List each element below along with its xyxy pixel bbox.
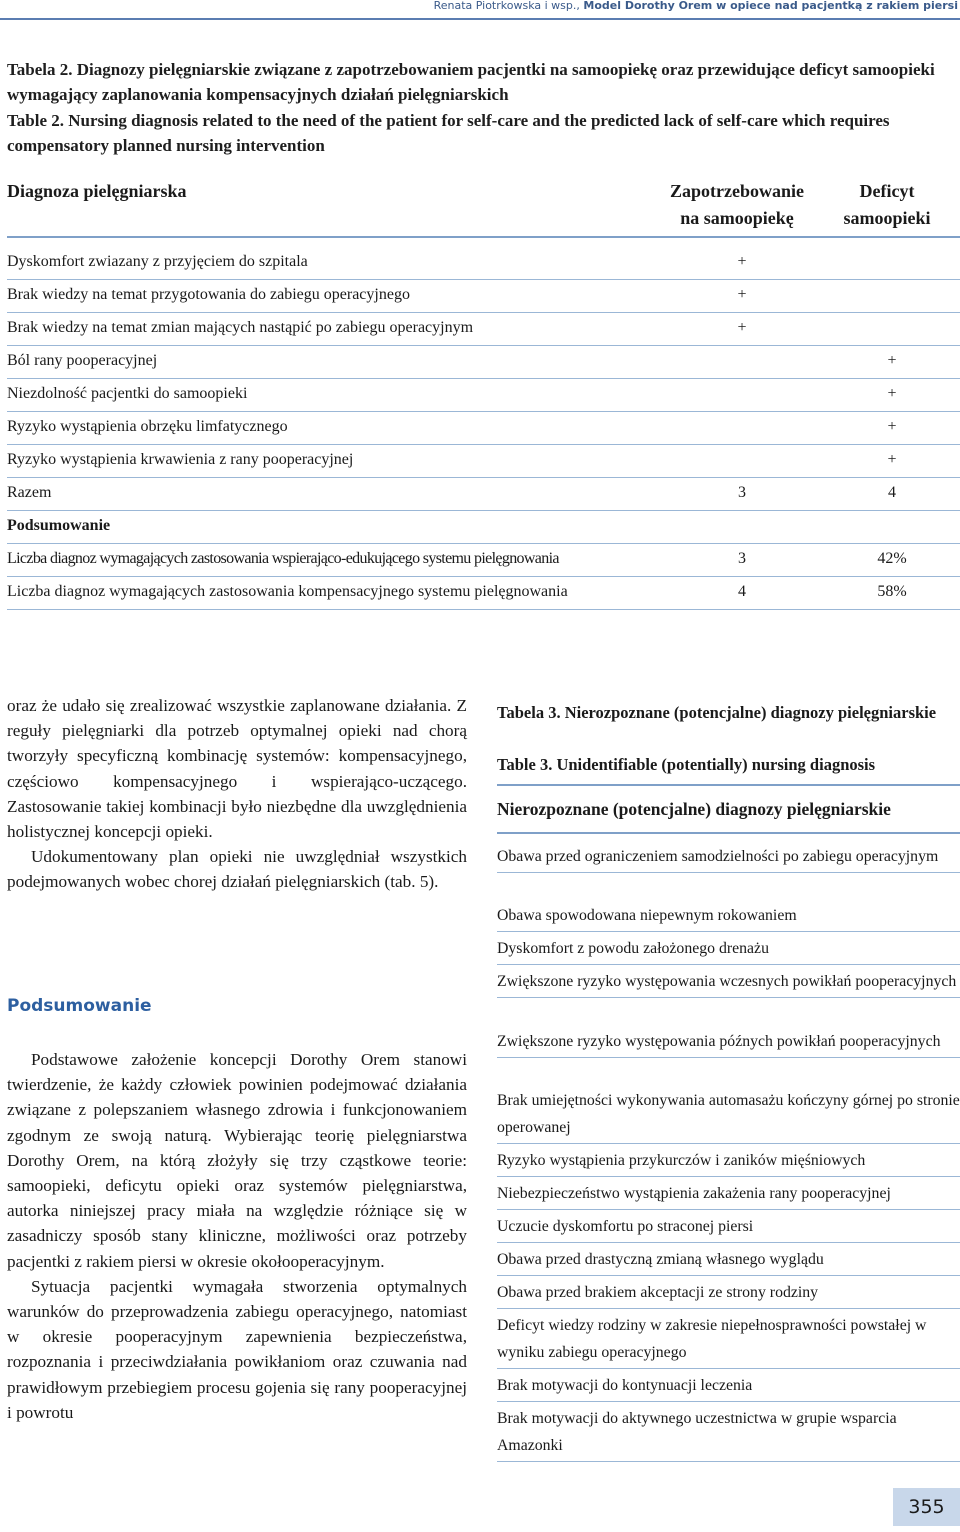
table-row-summary-heading (7, 511, 960, 544)
table-row (7, 247, 960, 280)
table2-caption-en: Table 2. Nursing diagnosis related to the need of the patient for self-care and the predicted lack of self-care which requires compensatory planned nursing intervention (7, 111, 890, 155)
table-row: Niebezpieczeństwo wystąpienia zakażenia rany pooperacyjnej (497, 1177, 960, 1210)
table-cell-diagnosis: Ból rany pooperacyjnej (7, 352, 158, 369)
paragraph: Podstawowe założenie koncepcji Dorothy Orem stanowi twierdzenie, że każdy człowiek powinien podejmować działania związane z polepszaniem własnego zdrowia i funkcjonowaniem zgodnym ze swoją naturą. Wybierając teorię pielęgniarstwa Dorothy Orem, na którą złożyły się trzy cząstkowe teorie: samoopieki, deficytu opieki oraz systemów pielęgniarstwa, autorka niniejszej pracy miała na względzie różniące się w zasadniczy sposób stany kliniczne, możliwości oraz potrzeby pacjentki z rakiem piersi w okresie okołooperacyjnym. (7, 1050, 467, 1271)
table-row: Brak motywacji do aktywnego uczestnictwa w grupie wsparcia Amazonki (497, 1402, 960, 1462)
table2-header-diagnosis: Diagnoza pielęgniarska (7, 181, 187, 201)
body-text-summary (7, 1047, 467, 1425)
table-row: Zwiększone ryzyko występowania wczesnych powikłań pooperacyjnych (497, 965, 960, 998)
section-title: Podsumowanie (7, 996, 152, 1016)
table-row: Brak umiejętności wykonywania automasażu kończyny górnej po stronie operowanej (497, 1084, 960, 1144)
table2-caption-pl: Tabela 2. Diagnozy pielęgniarskie związane z zapotrzebowaniem pacjentki na samoopiekę oraz przewidujące deficyt samoopieki wymagający zaplanowania kompensacyjnych działań pielęgniarskich (7, 60, 935, 104)
table3-caption-en: Table 3. Unidentifiable (potentially) nursing diagnosis (497, 755, 876, 774)
table-cell-diagnosis: Ryzyko wystąpienia obrzęku limfatycznego (7, 418, 288, 435)
table-row: Obawa spowodowana niepewnym rokowaniem (497, 899, 960, 932)
table-cell-deficit: + (887, 451, 897, 468)
table2-header-deficit-line2: samoopieki (843, 208, 931, 228)
table2-header-deficit-line1: Deficyt (859, 181, 915, 201)
table-row: Brak motywacji do kontynuacji leczenia (497, 1369, 960, 1402)
table2-header-need-line2: na samoopiekę (680, 208, 794, 228)
table-cell-diagnosis: Dyskomfort zwiazany z przyjęciem do szpitala (7, 253, 308, 270)
running-header-title: Model Dorothy Orem w opiece nad pacjentką z rakiem piersi (583, 0, 958, 12)
table2-header (7, 178, 957, 236)
table-cell-need: + (737, 319, 747, 336)
table-row: Deficyt wiedzy rodziny w zakresie niepełnosprawności powstałej w wyniku zabiegu operacyjnego (497, 1309, 960, 1369)
table2-header-rule (7, 236, 960, 238)
table3-caption-pl: Tabela 3. Nierozpoznane (potencjalne) diagnozy pielęgniarskie (497, 703, 937, 722)
table-row (7, 577, 960, 610)
table-row-total (7, 478, 960, 511)
table-row: Dyskomfort z powodu założonego drenażu (497, 932, 960, 965)
running-header (0, 0, 960, 14)
table-row: Ryzyko wystąpienia przykurczów i zaników mięśniowych (497, 1144, 960, 1177)
table-cell-need: 3 (738, 484, 746, 501)
table-row (7, 445, 960, 478)
table-row (7, 346, 960, 379)
table-cell-need: + (737, 286, 747, 303)
table-cell-deficit: + (887, 385, 897, 402)
page-number: 355 (893, 1488, 960, 1526)
table-cell-need: 3 (738, 550, 746, 567)
table-cell-need: 4 (738, 583, 746, 600)
table-cell-need: + (737, 253, 747, 270)
table-cell-diagnosis: Liczba diagnoz wymagających zastosowania wspierająco-edukującego systemu pielęgnowania (7, 550, 559, 567)
table2-header-need (657, 178, 817, 232)
table-row (7, 313, 960, 346)
table-cell-diagnosis: Liczba diagnoz wymagających zastosowania kompensacyjnego systemu pielęgnowania (7, 583, 568, 600)
table-cell-diagnosis: Brak wiedzy na temat zmian mających nastąpić po zabiegu operacyjnym (7, 319, 474, 336)
table-cell-diagnosis: Brak wiedzy na temat przygotowania do zabiegu operacyjnego (7, 286, 410, 303)
table-cell-deficit: + (887, 418, 897, 435)
table3-header: Nierozpoznane (potencjalne) diagnozy pielęgniarskie (497, 799, 891, 819)
paragraph: Udokumentowany plan opieki nie uwzględniał wszystkich podejmowanych wobec chorej działań pielęgniarskich (tab. 5). (7, 847, 467, 892)
running-header-authors: Renata Piotrkowska i wsp., (433, 0, 580, 12)
table-cell-diagnosis: Razem (7, 484, 52, 501)
table-cell-diagnosis: Niezdolność pacjentki do samoopieki (7, 385, 248, 402)
table-row (7, 280, 960, 313)
table-cell-deficit: + (887, 352, 897, 369)
table2-header-deficit (837, 178, 937, 232)
table-cell-deficit: 42% (877, 550, 907, 567)
header-divider (0, 18, 960, 20)
table3-header-rule (497, 832, 960, 834)
table-row: Zwiększone ryzyko występowania późnych powikłań pooperacyjnych (497, 1025, 960, 1058)
table-row (7, 379, 960, 412)
table-cell-diagnosis: Podsumowanie (7, 517, 111, 534)
body-text-left (7, 693, 467, 895)
table-cell-deficit: 4 (888, 484, 896, 501)
table-row (7, 412, 960, 445)
paragraph: oraz że udało się zrealizować wszystkie zaplanowane działania. Z reguły pielęgniarki dla potrzeb optymalnej opieki nad chorą tworzyły specyficzną kombinację systemów: kompensacyjnego, częściowo kompensacyjnego i wspierająco-uczącego. Zastosowanie takiej kombinacji było niezbędne dla uwzględnienia holistycznej koncepcji opieki. (7, 696, 467, 842)
paragraph: Sytuacja pacjentki wymagała stworzenia optymalnych warunków do przeprowadzenia zabiegu operacyjnego, natomiast w okresie pooperacyjnym zapewnienia bezpieczeństwa, rozpoznania i przeciwdziałania powikłaniom oraz czuwania nad prawidłowym przebiegiem procesu gojenia się rany pooperacyjnej i powrotu (7, 1276, 467, 1422)
table-row: Obawa przed brakiem akceptacji ze strony rodziny (497, 1276, 960, 1309)
table-cell-deficit: 58% (877, 583, 907, 600)
table-row: Obawa przed ograniczeniem samodzielności po zabiegu operacyjnym (497, 840, 960, 873)
table-row (7, 544, 960, 577)
table3-top-rule (497, 784, 960, 786)
table2-header-need-line1: Zapotrzebowanie (670, 181, 804, 201)
table-cell-diagnosis: Ryzyko wystąpienia krwawienia z rany pooperacyjnej (7, 451, 354, 468)
table-row: Uczucie dyskomfortu po straconej piersi (497, 1210, 960, 1243)
table-row: Obawa przed drastyczną zmianą własnego wyglądu (497, 1243, 960, 1276)
